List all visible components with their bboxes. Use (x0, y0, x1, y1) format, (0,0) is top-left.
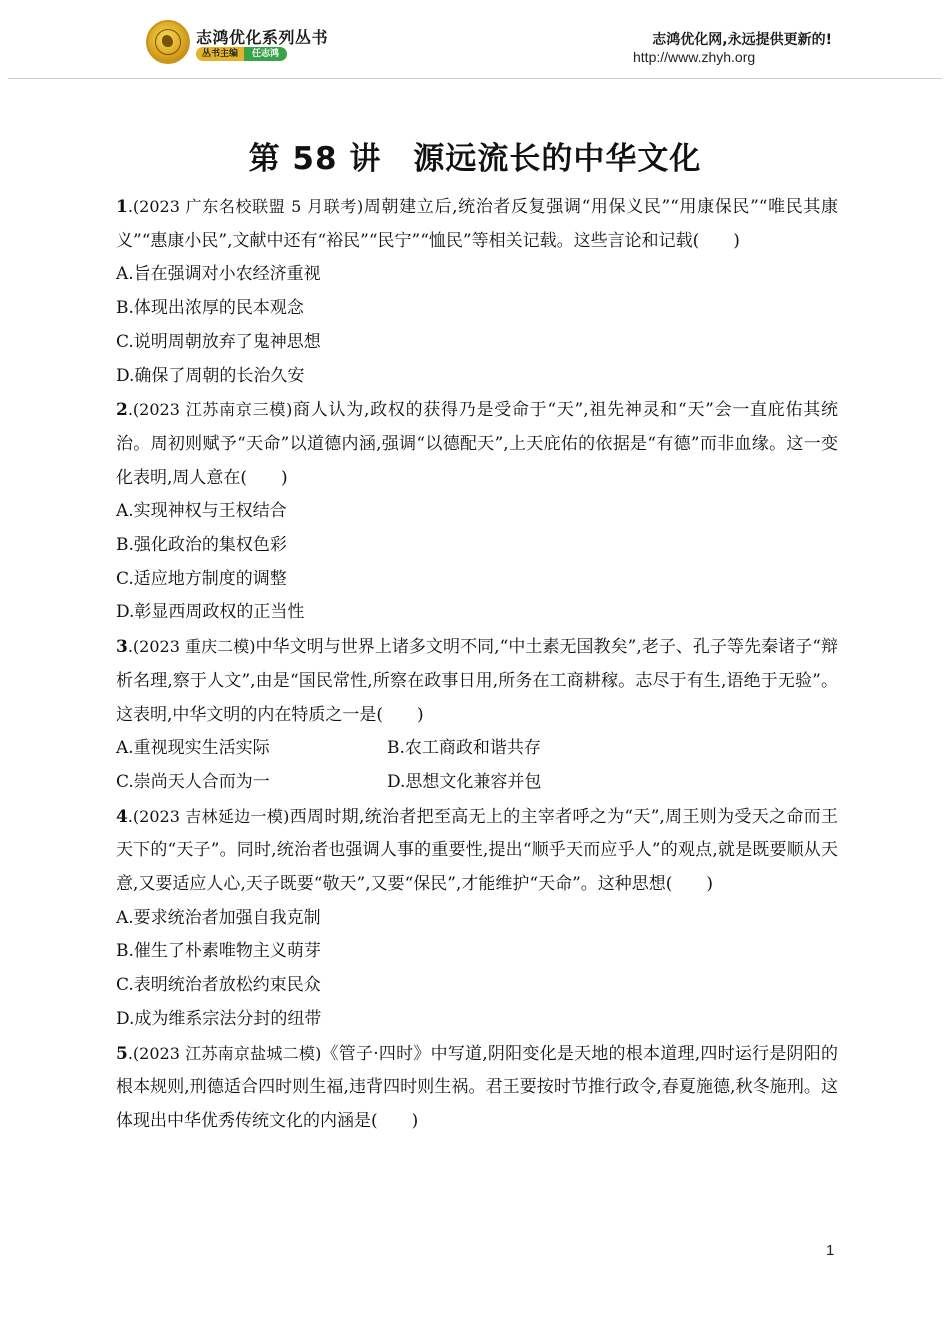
page-header (0, 0, 950, 82)
question-list (116, 190, 838, 1139)
question-2-option-d[interactable]: D.彰显西周政权的正当性 (116, 602, 305, 623)
question-2-stem: 2.(2023 江苏南京三模)商人认为,政权的获得乃是受命于“天”,祖先神灵和“天”会一直庇佑其统治。周初则赋予“天命”以道德内涵,强调“以德配天”,上天庇佑的依据是“有德”而非血缘。这一变化表明,周人意在( ) (116, 400, 838, 488)
question-3-options-row-1 (116, 732, 838, 766)
question-1-option-a[interactable]: A.旨在强调对小农经济重视 (116, 264, 321, 285)
site-url-link[interactable]: http://www.zhyh.org (633, 49, 756, 65)
question-4-option-d[interactable]: D.成为维系宗法分封的纽带 (116, 1008, 322, 1029)
editor-name: 任志鸿 (244, 47, 287, 61)
editor-label: 丛书主编 (196, 47, 244, 61)
brand-title: 志鸿优化系列丛书 (196, 28, 329, 47)
question-3-option-b[interactable]: B.农工商政和谐共存 (387, 738, 541, 759)
question-1-stem: 1.(2023 广东名校联盟 5 月联考)周朝建立后,统治者反复强调“用保义民”“用康保民”“唯民其康义”“惠康小民”,文献中还有“裕民”“民宁”“恤民”等相关记载。这些言论和记载( ) (116, 197, 839, 251)
question-2-option-a[interactable]: A.实现神权与王权结合 (116, 501, 287, 522)
question-1-option-b[interactable]: B.体现出浓厚的民本观念 (116, 298, 304, 319)
brand-logo-icon (146, 20, 190, 64)
page-number: 1 (826, 1242, 835, 1259)
site-slogan: 志鸿优化网,永远提供更新的! (652, 32, 832, 48)
question-3-option-d[interactable]: D.思想文化兼容并包 (387, 771, 542, 792)
question-4-stem: 4.(2023 吉林延边一模)西周时期,统治者把至高无上的主宰者呼之为“天”,周王则为受天之命而王天下的“天子”。同时,统治者也强调人事的重要性,提出“顺乎天而应乎人”的观点,就是既要顺从天意,又要适应人心,天子既要“敬天”,又要“保民”,才能维护“天命”。这种思想( ) (116, 806, 838, 895)
lecture-title: 第 58 讲 源远流长的中华文化 (248, 141, 702, 177)
question-2-option-c[interactable]: C.适应地方制度的调整 (116, 568, 287, 589)
question-5-stem: 5.(2023 江苏南京盐城二模)《管子·四时》中写道,阴阳变化是天地的根本道理,四时运行是阴阳的根本规则,刑德适合四时则生福,违背四时则生祸。君王要按时节推行政令,春夏施德,秋冬施刑。这体现出中华优秀传统文化的内涵是( ) (116, 1043, 838, 1131)
question-4-option-c[interactable]: C.表明统治者放松约束民众 (116, 975, 321, 996)
question-3-option-c[interactable]: C.崇尚天人合而为一 (116, 771, 270, 792)
question-1-option-d[interactable]: D.确保了周朝的长治久安 (116, 365, 305, 386)
editor-badge (196, 47, 287, 61)
question-3-stem: 3.(2023 重庆二模)中华文明与世界上诸多文明不同,“中土素无国教矣”,老子、孔子等先秦诸子“辩析名理,察于人文”,由是“国民常性,所察在政事日用,所务在工商耕稼。志尽于有生,语绝于无验”。这表明,中华文明的内在特质之一是( ) (116, 637, 838, 725)
question-3-options-row-2 (116, 766, 838, 800)
question-2-option-b[interactable]: B.强化政治的集权色彩 (116, 535, 287, 556)
question-3-option-a[interactable]: A.重视现实生活实际 (116, 738, 270, 759)
question-4-option-a[interactable]: A.要求统治者加强自我克制 (116, 907, 321, 928)
question-1-option-c[interactable]: C.说明周朝放弃了鬼神思想 (116, 331, 321, 352)
header-divider (8, 78, 942, 79)
question-4-option-b[interactable]: B.催生了朴素唯物主义萌芽 (116, 941, 321, 962)
